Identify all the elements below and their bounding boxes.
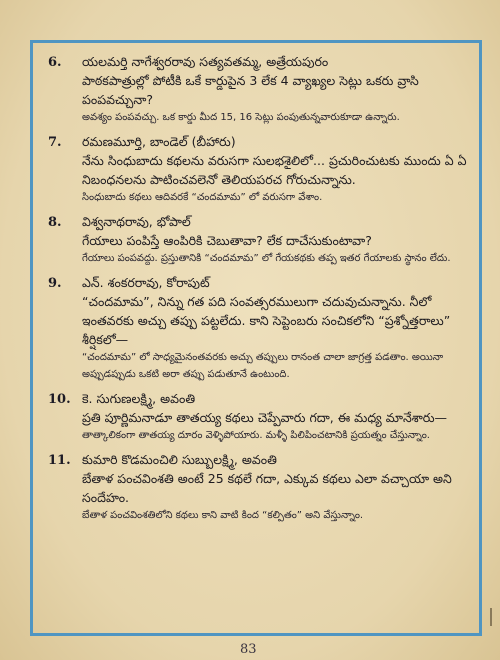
entry-number: 8. xyxy=(48,215,62,230)
entry-question: పాఠకపాత్రుల్లో పోటీకి ఒకే కార్డుపైన 3 లేక 4 వ్యాఖ్యల సెట్లు ఒకరు వ్రాసి పంపవచ్చునా? xyxy=(82,73,419,107)
entry-question: ప్రతి పూర్ణిమనాడూ తాతయ్య కథలు చెప్పేవారు గదా, ఈ మధ్య మానేశారు— xyxy=(82,410,448,425)
entry-answer: తాత్కాలికంగా తాతయ్య దూరం వెళ్ళిపోయారు. మళ్ళీ పిలిపించటానికి ప్రయత్నం చేస్తున్నాం. xyxy=(82,430,430,441)
entry-author: రమణమూర్తి, బాండెల్ (బీహారు) xyxy=(82,134,236,149)
qa-entry-7 xyxy=(48,132,468,206)
entry-question: బేతాళ పంచవింశతి అంటే 25 కథలే గదా, ఎక్కువ కథలు ఎలా వచ్చాయా అని సందేహం. xyxy=(82,471,452,505)
entry-header xyxy=(48,273,468,292)
qa-entry-6 xyxy=(48,52,468,126)
entry-header xyxy=(48,450,468,469)
entry-number: 9. xyxy=(48,276,62,291)
entry-question: నేను సింధుబాదు కథలను వరుసగా సులభశైలిలో... ప్రచురించుటకు ముందు ఏ ఏ నిబంధనలను పాటించవలెనో తెలియపరచ గోరుచున్నాను. xyxy=(82,153,467,187)
entry-answer: గేయాలు పంపవద్దు. ప్రస్తుతానికి “చందమామ” లో గేయకథకు తప్ప ఇతర గేయాలకు స్థానం లేదు. xyxy=(82,253,451,264)
entry-number: 11. xyxy=(48,453,71,468)
entry-question: గేయాలు పంపిస్తే ఆంపిరికి చెబుతావా? లేక దాచేసుకుంటావా? xyxy=(82,233,372,248)
entry-author: ఎన్. శంకరరావు, కోరాపుట్ xyxy=(82,275,210,290)
entry-number: 10. xyxy=(48,392,71,407)
entry-header xyxy=(48,132,468,151)
qa-column xyxy=(48,52,468,530)
entry-header xyxy=(48,389,468,408)
entry-header xyxy=(48,52,468,71)
entry-author: కుమారి కొడమంచిలి సుబ్బులక్ష్మి, అవంతి xyxy=(82,452,277,467)
entry-number: 6. xyxy=(48,55,62,70)
entry-answer: బేతాళ పంచవింశతిలోని కథలు కాని వాటి కింద “కల్పితం” అని వేస్తున్నాం. xyxy=(82,510,364,521)
entry-author: కె. సుగుణలక్ష్మి, అవంతి xyxy=(82,391,196,406)
entry-answer: అవశ్యం పంపవచ్చు. ఒక కార్డు మీద 15, 16 సెట్లు పంపుతున్నవారుకూడా ఉన్నారు. xyxy=(82,112,400,123)
page-edge-mark xyxy=(490,608,492,626)
entry-question: “చందమామ”, నిన్ను గత పది సంవత్సరములుగా చదువుచున్నాను. నీలో ఇంతవరకు అచ్చు తప్పు పట్టలేదు. కాని సెప్టెంబరు సంచికలోని “ప్రశ్నోత్తరాలు” శీర్షికలో— xyxy=(82,294,451,347)
entry-answer: సింధుబాదు కథలు ఆదివరకే “చందమామ” లో వరుసగా వేశాం. xyxy=(82,192,323,203)
page-number: 83 xyxy=(240,642,257,657)
qa-entry-11 xyxy=(48,450,468,524)
entry-answer: “చందమామ” లో సాధ్యమైనంతవరకు అచ్చు తప్పులు రానంత చాలా జాగ్రత్త పడతాం. అయినా అప్పుడప్పుడు ఒకటి అరా తప్పు పడుతూనే ఉంటుంది. xyxy=(82,352,444,380)
qa-entry-8 xyxy=(48,212,468,267)
entry-author: యలమర్తి నాగేశ్వరరావు సత్యవతమ్మ, అత్రేయపురం xyxy=(82,54,329,69)
entry-number: 7. xyxy=(48,135,62,150)
qa-entry-9 xyxy=(48,273,468,383)
qa-entry-10 xyxy=(48,389,468,444)
entry-header xyxy=(48,212,468,231)
entry-author: విశ్వనాథరావు, భోపాల్ xyxy=(82,214,191,229)
